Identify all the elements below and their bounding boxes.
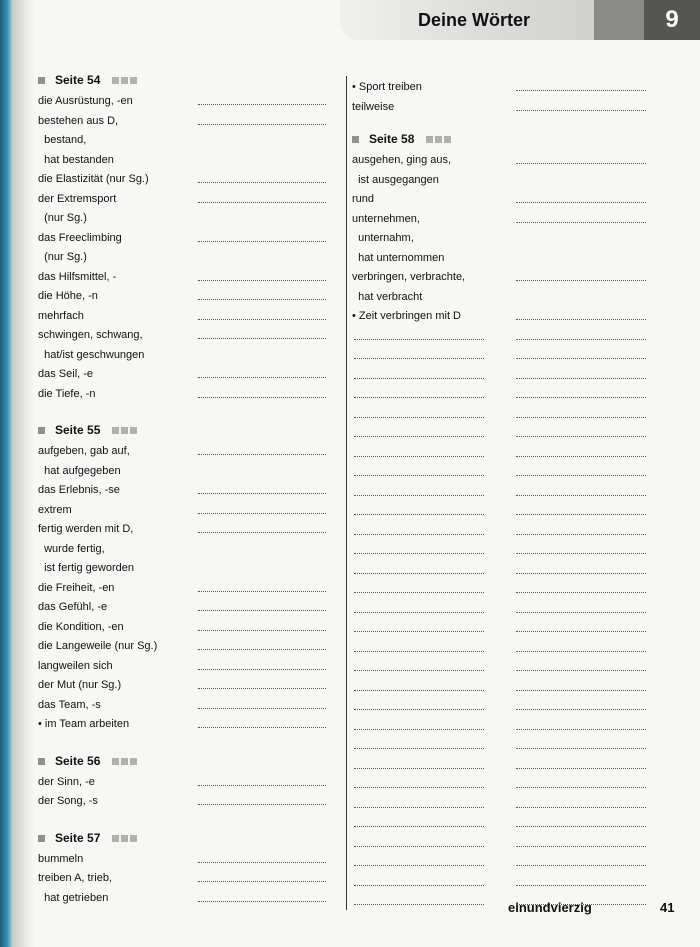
vocab-word: die Freiheit, -en	[38, 581, 115, 594]
vocab-word: mehrfach	[38, 309, 84, 322]
vocab-word: hat getrieben	[38, 891, 109, 904]
vocab-word: langweilen sich	[38, 659, 113, 672]
blank-row	[352, 853, 652, 873]
square-marker-icon	[38, 427, 45, 434]
blank-row	[352, 775, 652, 795]
translation-line[interactable]	[198, 377, 326, 378]
blank-translation-line[interactable]	[516, 612, 646, 613]
square-marker-icon	[130, 427, 137, 434]
vocab-row	[352, 229, 652, 249]
translation-line[interactable]	[198, 319, 326, 320]
translation-line[interactable]	[198, 513, 326, 514]
blank-row	[352, 619, 652, 639]
vocab-word: bestand,	[38, 134, 87, 146]
vocab-word: der Sinn, -e	[38, 775, 95, 788]
vocab-row	[38, 346, 338, 366]
blank-translation-line[interactable]	[516, 339, 646, 340]
vocab-word: extrem	[38, 503, 72, 516]
vocab-word: die Ausrüstung, -en	[38, 95, 133, 107]
header-dark-block	[594, 0, 644, 40]
vocab-row	[352, 307, 652, 327]
square-marker-icon	[130, 758, 137, 765]
translation-line[interactable]	[198, 688, 326, 689]
translation-line[interactable]	[198, 493, 326, 494]
blank-word-line[interactable]	[354, 339, 484, 340]
square-marker-icon	[352, 136, 359, 143]
vocab-word: ausgehen, ging aus,	[352, 154, 452, 166]
vocab-row	[38, 268, 338, 288]
blank-translation-line[interactable]	[516, 748, 646, 749]
blank-row	[352, 717, 652, 737]
vocab-word: teilweise	[352, 100, 395, 113]
vocab-row	[38, 326, 338, 346]
vocab-row	[38, 598, 338, 618]
vocab-row	[38, 559, 338, 579]
vocab-word: die Höhe, -n	[38, 290, 98, 302]
square-marker-icon	[38, 77, 45, 84]
translation-line[interactable]	[198, 669, 326, 670]
page-title: Deine Wörter	[417, 10, 530, 30]
blank-row	[352, 756, 652, 776]
square-marker-icon	[435, 136, 442, 143]
section-title: Seite 57	[55, 830, 101, 845]
blank-word-line[interactable]	[354, 495, 484, 496]
vocab-row	[38, 657, 338, 677]
blank-word-line[interactable]	[354, 397, 484, 398]
vocab-word: • im Team arbeiten	[38, 718, 130, 730]
section-heading	[38, 418, 338, 442]
blank-translation-line[interactable]	[516, 573, 646, 574]
blank-row	[352, 658, 652, 678]
section-heading	[38, 826, 338, 850]
blank-row	[352, 522, 652, 542]
translation-line[interactable]	[198, 454, 326, 455]
blank-row	[352, 600, 652, 620]
vocab-row	[352, 78, 652, 98]
square-marker-icon	[130, 77, 137, 84]
right-column	[352, 78, 652, 912]
blank-row	[352, 541, 652, 561]
blank-word-line[interactable]	[354, 417, 484, 418]
vocab-row	[38, 481, 338, 501]
column-divider	[346, 76, 347, 910]
square-marker-icon	[121, 758, 128, 765]
vocab-row	[38, 501, 338, 521]
blank-row	[352, 405, 652, 425]
square-marker-icon	[112, 835, 119, 842]
vocab-word: bummeln	[38, 852, 84, 865]
translation-line[interactable]	[516, 222, 646, 223]
blank-row	[352, 678, 652, 698]
square-marker-icon	[38, 835, 45, 842]
spine-shadow	[12, 0, 34, 947]
vocab-row	[38, 112, 338, 132]
vocab-row	[38, 676, 338, 696]
vocab-word: der Song, -s	[38, 795, 98, 807]
vocab-word: das Erlebnis, -se	[38, 484, 120, 496]
blank-word-line[interactable]	[354, 514, 484, 515]
blank-word-line[interactable]	[354, 904, 484, 905]
vocab-word: hat verbracht	[352, 290, 423, 303]
square-marker-icon	[112, 427, 119, 434]
blank-word-line[interactable]	[354, 475, 484, 476]
square-marker-icon	[38, 758, 45, 765]
vocab-word: wurde fertig,	[38, 542, 105, 555]
chapter-number: 9	[644, 0, 700, 40]
vocab-row	[38, 520, 338, 540]
translation-line[interactable]	[198, 785, 326, 786]
blank-word-line[interactable]	[354, 553, 484, 554]
section-heading	[38, 749, 338, 773]
vocab-word: das Team, -s	[38, 698, 101, 711]
vocab-word: bestehen aus D,	[38, 114, 119, 127]
vocab-word: fertig werden mit D,	[38, 523, 134, 535]
blank-row	[352, 424, 652, 444]
vocab-row	[38, 637, 338, 657]
vocab-word: (nur Sg.)	[38, 212, 87, 224]
vocab-word: rund	[352, 193, 375, 205]
vocab-word: • Sport treiben	[352, 81, 422, 93]
translation-line[interactable]	[198, 397, 326, 398]
blank-row	[352, 444, 652, 464]
vocab-word: • Zeit verbringen mit D	[352, 310, 461, 322]
translation-line[interactable]	[198, 630, 326, 631]
blank-row	[352, 483, 652, 503]
vocab-row	[38, 773, 338, 793]
vocab-row	[38, 869, 338, 889]
translation-line[interactable]	[198, 591, 326, 592]
blank-row	[352, 736, 652, 756]
blank-translation-line[interactable]	[516, 690, 646, 691]
blank-row	[352, 502, 652, 522]
translation-line[interactable]	[198, 338, 326, 339]
blank-word-line[interactable]	[354, 592, 484, 593]
vocab-row	[38, 385, 338, 405]
page-number-word: einundvierzig	[508, 900, 592, 915]
vocab-row	[38, 696, 338, 716]
translation-line[interactable]	[516, 280, 646, 281]
blank-translation-line[interactable]	[516, 709, 646, 710]
square-marker-icon	[121, 77, 128, 84]
vocab-row	[38, 170, 338, 190]
blank-translation-line[interactable]	[516, 768, 646, 769]
blank-translation-line[interactable]	[516, 807, 646, 808]
square-marker-icon	[426, 136, 433, 143]
blank-translation-line[interactable]	[516, 378, 646, 379]
vocab-word: das Seil, -e	[38, 368, 94, 380]
blank-translation-line[interactable]	[516, 846, 646, 847]
vocab-row	[38, 365, 338, 385]
vocab-row	[352, 190, 652, 210]
section-title: Seite 54	[55, 73, 101, 87]
translation-line[interactable]	[198, 901, 326, 902]
blank-word-line[interactable]	[354, 846, 484, 847]
page-number: 41	[660, 900, 675, 915]
vocab-word: der Mut (nur Sg.)	[38, 679, 122, 691]
blank-translation-line[interactable]	[516, 495, 646, 496]
vocab-word: hat aufgegeben	[38, 464, 121, 477]
vocab-word: hat bestanden	[38, 153, 114, 166]
blank-word-line[interactable]	[354, 534, 484, 535]
blank-word-line[interactable]	[354, 612, 484, 613]
translation-line[interactable]	[198, 862, 326, 863]
blank-row	[352, 561, 652, 581]
blank-word-line[interactable]	[354, 631, 484, 632]
blank-word-line[interactable]	[354, 573, 484, 574]
blank-row	[352, 327, 652, 347]
blank-translation-line[interactable]	[516, 729, 646, 730]
translation-line[interactable]	[198, 649, 326, 650]
vocab-row	[352, 151, 652, 171]
translation-line[interactable]	[516, 202, 646, 203]
translation-line[interactable]	[198, 727, 326, 728]
translation-line[interactable]	[516, 319, 646, 320]
vocab-row	[38, 850, 338, 870]
vocab-word: das Gefühl, -e	[38, 601, 108, 613]
vocab-row	[38, 151, 338, 171]
translation-line[interactable]	[198, 881, 326, 882]
blank-word-line[interactable]	[354, 436, 484, 437]
vocab-row	[38, 92, 338, 112]
translation-line[interactable]	[198, 708, 326, 709]
translation-line[interactable]	[516, 90, 646, 91]
vocab-row	[38, 248, 338, 268]
vocab-row	[352, 249, 652, 269]
blank-word-line[interactable]	[354, 358, 484, 359]
blank-translation-line[interactable]	[516, 397, 646, 398]
vocab-word: ist fertig geworden	[38, 562, 134, 574]
blank-row	[352, 580, 652, 600]
blank-word-line[interactable]	[354, 690, 484, 691]
blank-row	[352, 834, 652, 854]
vocab-word: das Hilfsmittel, -	[38, 270, 117, 283]
left-column	[38, 68, 338, 908]
square-marker-icon	[112, 77, 119, 84]
section-heading	[352, 127, 652, 151]
vocab-row	[38, 209, 338, 229]
vocab-word: die Langeweile (nur Sg.)	[38, 640, 158, 652]
blank-word-line[interactable]	[354, 729, 484, 730]
blank-row	[352, 873, 652, 893]
book-spine	[0, 0, 12, 947]
blank-translation-line[interactable]	[516, 553, 646, 554]
translation-line[interactable]	[198, 202, 326, 203]
blank-row	[352, 463, 652, 483]
vocab-row	[352, 171, 652, 191]
blank-translation-line[interactable]	[516, 631, 646, 632]
blank-word-line[interactable]	[354, 787, 484, 788]
square-marker-icon	[121, 427, 128, 434]
blank-word-line[interactable]	[354, 378, 484, 379]
translation-line[interactable]	[198, 104, 326, 105]
section-title: Seite 55	[55, 423, 101, 437]
blank-word-line[interactable]	[354, 826, 484, 827]
blank-row	[352, 795, 652, 815]
vocab-word: aufgeben, gab auf,	[38, 445, 130, 457]
translation-line[interactable]	[198, 182, 326, 183]
blank-word-line[interactable]	[354, 709, 484, 710]
vocab-word: ist ausgegangen	[352, 173, 439, 186]
vocab-row	[38, 715, 338, 735]
vocab-row	[38, 889, 338, 909]
blank-translation-line[interactable]	[516, 475, 646, 476]
blank-word-line[interactable]	[354, 807, 484, 808]
square-marker-icon	[121, 835, 128, 842]
translation-line[interactable]	[198, 280, 326, 281]
vocab-word: hat unternommen	[352, 251, 445, 264]
section-heading	[38, 68, 338, 92]
blank-translation-line[interactable]	[516, 865, 646, 866]
vocab-word: schwingen, schwang,	[38, 329, 143, 341]
section-title: Seite 56	[55, 753, 101, 768]
square-marker-icon	[130, 835, 137, 842]
blank-word-line[interactable]	[354, 748, 484, 749]
blank-word-line[interactable]	[354, 885, 484, 886]
vocab-word: unternehmen,	[352, 212, 420, 225]
vocab-word: verbringen, verbrachte,	[352, 271, 466, 283]
vocab-word: hat/ist geschwungen	[38, 348, 145, 361]
vocab-row	[352, 210, 652, 230]
blank-word-line[interactable]	[354, 768, 484, 769]
vocab-row	[38, 131, 338, 151]
vocab-row	[38, 442, 338, 462]
blank-translation-line[interactable]	[516, 514, 646, 515]
vocab-row	[352, 98, 652, 118]
vocab-row	[38, 190, 338, 210]
blank-row	[352, 346, 652, 366]
vocab-word: (nur Sg.)	[38, 251, 87, 263]
blank-row	[352, 366, 652, 386]
vocab-word: die Tiefe, -n	[38, 387, 96, 400]
vocab-row	[38, 618, 338, 638]
square-marker-icon	[444, 136, 451, 143]
blank-translation-line[interactable]	[516, 670, 646, 671]
blank-row	[352, 697, 652, 717]
section-title: Seite 58	[369, 132, 415, 146]
vocab-row	[38, 540, 338, 560]
blank-row	[352, 385, 652, 405]
blank-translation-line[interactable]	[516, 885, 646, 886]
vocab-word: das Freeclimbing	[38, 231, 122, 244]
vocab-word: treiben A, trieb,	[38, 872, 112, 884]
blank-word-line[interactable]	[354, 670, 484, 671]
blank-row	[352, 814, 652, 834]
vocab-row	[38, 229, 338, 249]
vocab-row	[38, 579, 338, 599]
blank-translation-line[interactable]	[516, 417, 646, 418]
vocab-row	[38, 792, 338, 812]
square-marker-icon	[112, 758, 119, 765]
translation-line[interactable]	[198, 124, 326, 125]
vocab-row	[38, 287, 338, 307]
blank-word-line[interactable]	[354, 651, 484, 652]
blank-word-line[interactable]	[354, 865, 484, 866]
blank-translation-line[interactable]	[516, 826, 646, 827]
vocab-row	[352, 288, 652, 308]
translation-line[interactable]	[198, 299, 326, 300]
vocab-word: die Kondition, -en	[38, 620, 124, 633]
blank-word-line[interactable]	[354, 456, 484, 457]
blank-row	[352, 892, 652, 912]
translation-line[interactable]	[198, 241, 326, 242]
blank-translation-line[interactable]	[516, 592, 646, 593]
translation-line[interactable]	[516, 110, 646, 111]
blank-translation-line[interactable]	[516, 651, 646, 652]
vocab-row	[352, 268, 652, 288]
blank-translation-line[interactable]	[516, 358, 646, 359]
vocab-row	[38, 307, 338, 327]
translation-line[interactable]	[198, 610, 326, 611]
vocab-word: die Elastizität (nur Sg.)	[38, 173, 149, 185]
vocab-row	[38, 462, 338, 482]
blank-translation-line[interactable]	[516, 436, 646, 437]
translation-line[interactable]	[198, 804, 326, 805]
blank-translation-line[interactable]	[516, 787, 646, 788]
translation-line[interactable]	[516, 163, 646, 164]
vocab-word: unternahm,	[352, 232, 414, 244]
translation-line[interactable]	[198, 532, 326, 533]
vocab-word: der Extremsport	[38, 192, 117, 205]
blank-translation-line[interactable]	[516, 456, 646, 457]
blank-translation-line[interactable]	[516, 534, 646, 535]
blank-row	[352, 639, 652, 659]
